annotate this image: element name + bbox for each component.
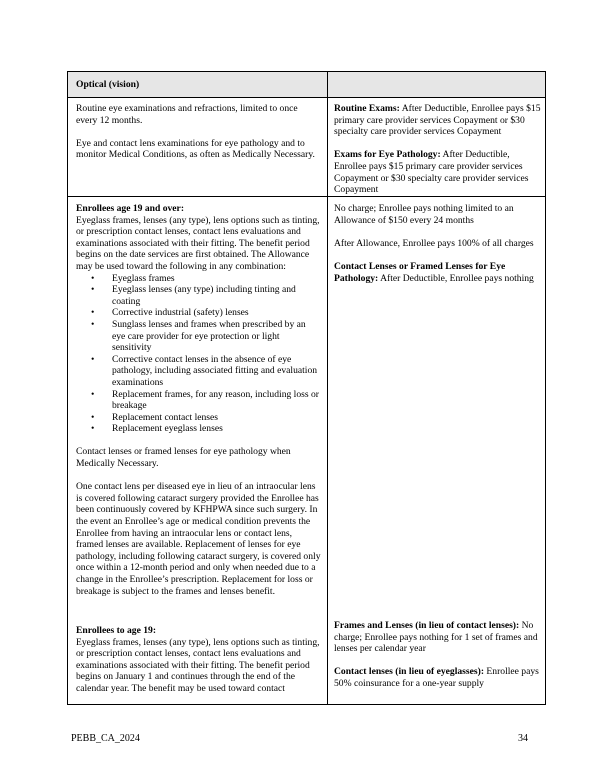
bullet-icon: •	[91, 388, 95, 400]
list-item: • Replacement eyeglass lenses	[91, 423, 223, 435]
pathology-exams-cost-text: After Deductible, Enrollee pays $15 primary care provider services Copayment or $30 specialty care provider services Copayment	[334, 149, 529, 196]
table-header-row	[68, 72, 545, 98]
frames-lenses-label: Frames and Lenses (in lieu of contact lenses):	[334, 620, 520, 631]
row2-left-cell	[76, 203, 321, 597]
pathology-exams-cost	[334, 149, 542, 195]
list-item: • Replacement contact lenses	[91, 411, 219, 423]
row1-right-cell	[334, 103, 542, 196]
list-item: • Replacement frames, for any reason, including loss or breakage	[91, 388, 320, 412]
routine-exams-cost	[334, 103, 542, 138]
contacts-cost	[334, 666, 542, 689]
under19-heading: Enrollees to age 19:	[76, 625, 157, 636]
list-item: • Corrective contact lenses in the absence of eye pathology, including associated fitting and evaluation examinations	[91, 353, 318, 388]
routine-exams-label: Routine Exams:	[334, 103, 400, 114]
bullet-icon: •	[91, 423, 95, 435]
under19-block	[76, 625, 321, 695]
list-item: • Sunglass lenses and frames when prescribed by an eye care provider for eye protection or light sensitivity	[91, 318, 306, 354]
routine-exam-text: Routine eye examinations and refractions, limited to once every 12 months.	[76, 103, 298, 126]
bullet-icon: •	[91, 353, 95, 365]
list-item: • Corrective industrial (safety) lenses	[91, 307, 249, 319]
frames-lenses-cost	[334, 620, 542, 655]
bullet-icon: •	[91, 307, 95, 319]
row-divider	[68, 196, 545, 197]
pathology-lenses-text: Contact lenses or framed lenses for eye pathology when Medically Necessary.	[76, 446, 291, 470]
page-number: 34	[518, 733, 528, 744]
bullet-icon: •	[91, 284, 95, 296]
pathology-exam-text: Eye and contact lens examinations for eye pathology and to monitor Medical Conditions, as often as Medically Necessary.	[76, 137, 315, 161]
allowance-text: No charge; Enrollee pays nothing limited to an Allowance of $150 every 24 months	[334, 203, 514, 226]
list-item: • Eyeglass frames	[91, 272, 175, 284]
under19-right-block	[334, 620, 542, 690]
bullet-icon: •	[91, 272, 95, 284]
row1-left-cell	[76, 103, 321, 161]
column-divider	[327, 72, 328, 704]
frames-lenses-cost-text: No charge; Enrollee pays nothing for 1 set of frames and lenses per calendar year	[334, 620, 538, 655]
bullet-icon: •	[91, 318, 95, 330]
pathology-exams-label: Exams for Eye Pathology:	[334, 149, 441, 161]
contacts-label: Contact lenses (in lieu of eyeglasses):	[334, 666, 485, 678]
after-allowance-text: After Allowance, Enrollee pays 100% of all charges	[334, 237, 534, 249]
adult-heading: Enrollees age 19 and over:	[76, 203, 185, 214]
adult-intro: Eyeglass frames, lenses (any type), lens options such as tinting, or prescription contact lenses, contact lens evaluations and examinations associated with their fitting. The benefit period begins on the date services are first obtained. The Allowance may be used toward the following in any combination:	[76, 214, 320, 272]
contacts-cost-text: Enrollee pays 50% coinsurance for a one-year supply	[334, 666, 539, 689]
pathology-lenses-cost	[334, 261, 542, 284]
pathology-lenses-cost-text: After Deductible, Enrollee pays nothing	[378, 272, 534, 284]
intraocular-lens-text: One contact lens per diseased eye in lieu of an intraocular lens is covered following cataract surgery provided the Enrollee has been continuously covered by KFHPWA since such surgery. In the event an Enrollee’s age or medical condition prevents the Enrollee from having an intraocular lens or contact lens, framed lenses are available. Replacement of lenses for eye pathology, including following cataract surgery, is covered only once within a 12-month period and only when needed due to a change in the Enrollee’s prescription. Replacement for loss or breakage is subject to the frames and lenses benefit.	[76, 481, 321, 597]
row2-right-cell	[334, 203, 542, 284]
footer-doc-id: PEBB_CA_2024	[71, 733, 140, 744]
section-title: Optical (vision)	[76, 79, 140, 90]
pathology-lenses-label: Contact Lenses or Framed Lenses for Eye Pathology:	[334, 260, 506, 284]
under19-text: Eyeglass frames, lenses (any type), lens options such as tinting, or prescription contact lenses, contact lens evaluations and examinations associated with their fitting. The benefit period begins on January 1 and continues through the end of the calendar year. The benefit may be used toward contact	[76, 636, 320, 694]
benefits-table	[67, 71, 546, 705]
bullet-icon: •	[91, 411, 95, 423]
covered-items-list	[76, 273, 321, 435]
list-item: • Eyeglass lenses (any type) including tinting and coating	[91, 284, 296, 307]
routine-exams-cost-text: After Deductible, Enrollee pays $15 primary care provider services Copayment or $30 specialty care provider services Copayment	[334, 103, 541, 138]
